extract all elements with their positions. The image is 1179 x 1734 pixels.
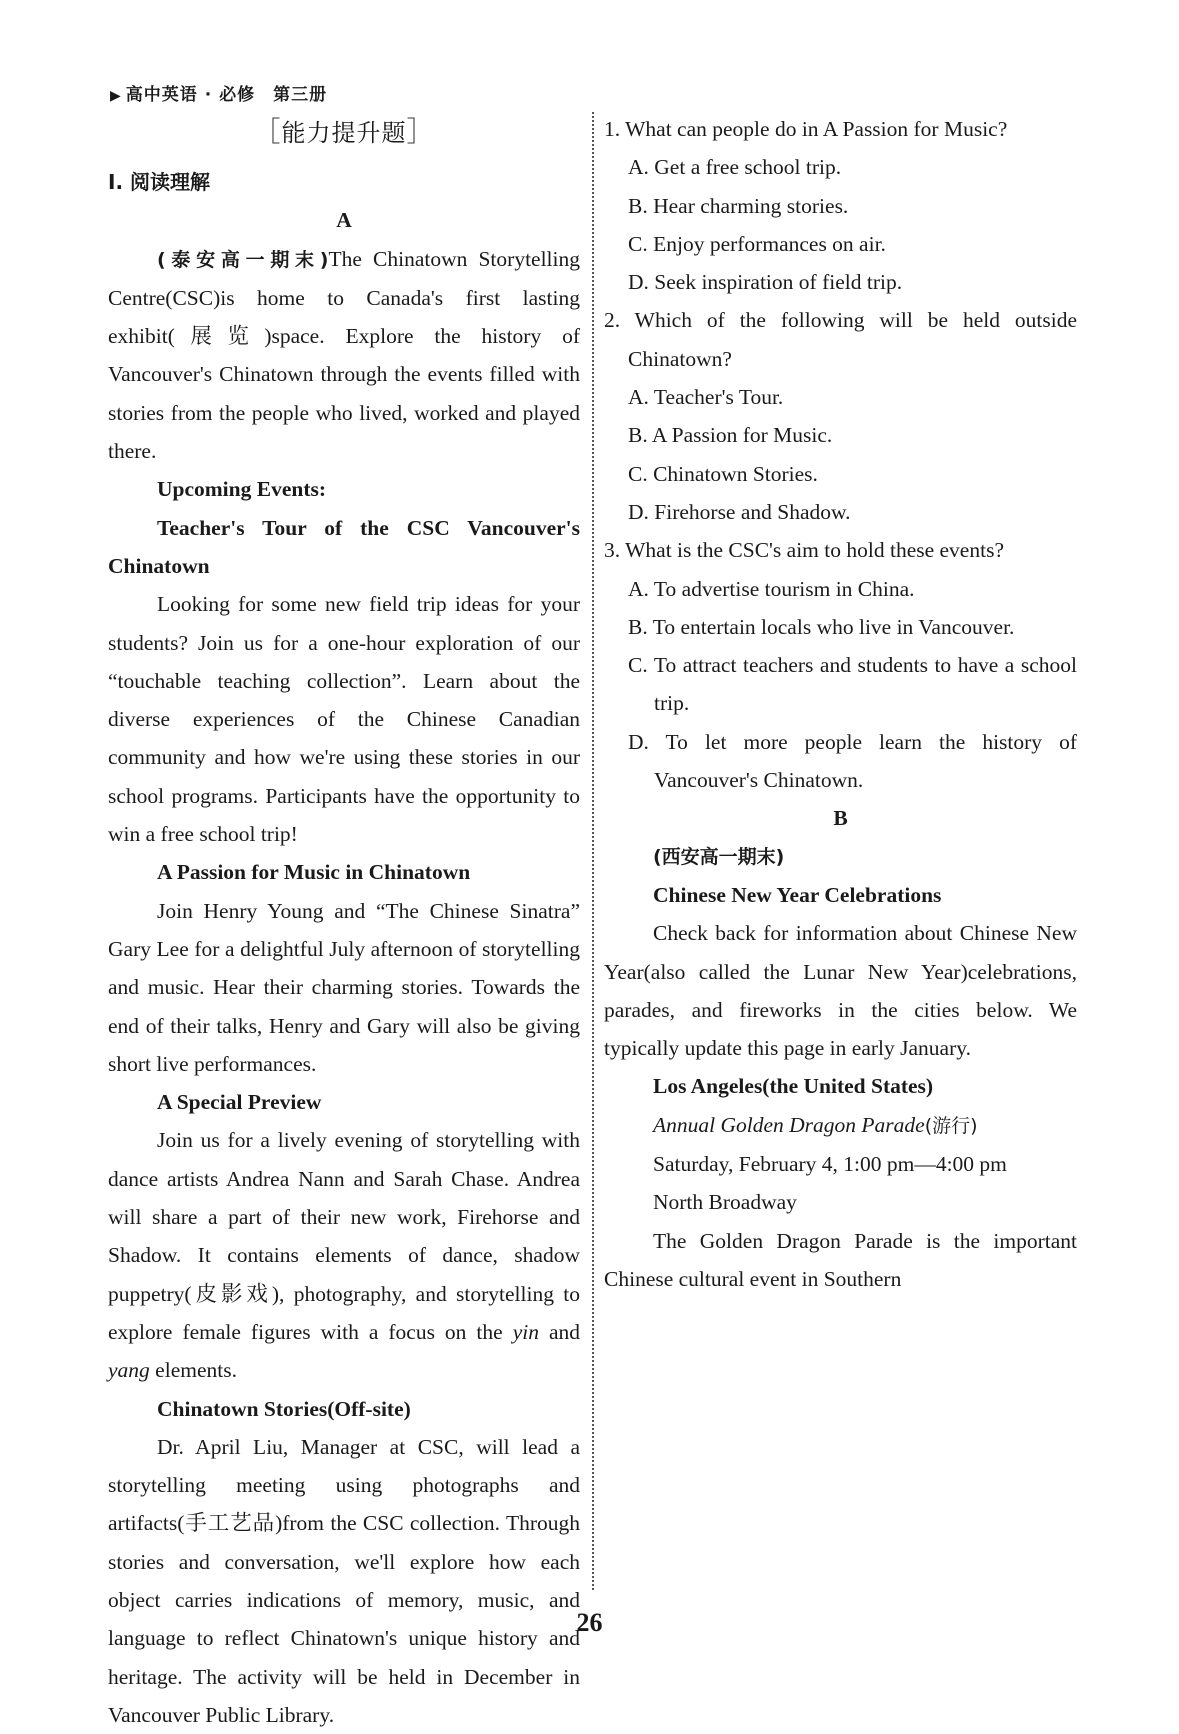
event-1-title: Teacher's Tour of the CSC Vancouver's Chinatown (108, 515, 580, 578)
question-2 (604, 301, 1077, 531)
passage-b-title: Chinese New Year Celebrations (653, 882, 942, 907)
column-divider (592, 112, 594, 1590)
passage-a-source: (泰安高一期末) (157, 248, 329, 271)
question-1 (604, 110, 1077, 301)
event-3-body (108, 1121, 580, 1389)
event-name-cn: (游行) (924, 1114, 978, 1137)
question-stem: 1. What can people do in A Passion for Music? (604, 117, 1008, 141)
passage-a-intro-text: The Chinatown Storytelling Centre(CSC)is home to Canada's first lasting exhibit(展览)space. Explore the history of Vancouver's Chinatown through the events filled with stories from the people who lived, worked and played there. (108, 246, 581, 464)
passage-b-intro: Check back for information about Chinese New Year(also called the Lunar New Year)celebrations, parades, and fireworks in the cities below. We typically update this page in early January. (604, 921, 1077, 1061)
triangle-marker-icon: ▶ (110, 88, 122, 104)
event-name-text: Annual Golden Dragon Parade (653, 1112, 925, 1137)
bracket-open: ［ (252, 115, 282, 148)
event-3-title: A Special Preview (157, 1090, 322, 1115)
section-title-text: 能力提升题 (281, 119, 407, 147)
upcoming-events-label: Upcoming Events: (157, 477, 327, 502)
option: B. Hear charming stories. (628, 193, 849, 218)
right-column (604, 110, 1077, 1298)
section-title (108, 112, 580, 153)
event-4-title: Chinatown Stories(Off-site) (157, 1396, 411, 1421)
passage-a-intro (108, 240, 580, 471)
event-2-title: A Passion for Music in Chinatown (157, 860, 471, 885)
event-name (604, 1106, 1077, 1145)
event-description: The Golden Dragon Parade is the important Chinese cultural event in Southern (604, 1228, 1077, 1291)
event-2-body: Join Henry Young and “The Chinese Sinatra” Gary Lee for a delightful July afternoon of storytelling and music. Hear their charming stories. Towards the end of their talks, Henry and Gary will also be giving short live performances. (108, 898, 580, 1076)
question-stem: 2. Which of the following will be held outside Chinatown? (604, 308, 1077, 371)
page-number: 26 (576, 1608, 603, 1637)
part-heading: Ⅰ. 阅读理解 (108, 170, 211, 194)
option: C. To attract teachers and students to have a school trip. (628, 653, 1077, 716)
passage-b-source: (西安高一期末) (653, 845, 785, 868)
option: D. To let more people learn the history of Vancouver's Chinatown. (628, 729, 1077, 793)
option: B. A Passion for Music. (628, 423, 833, 448)
option: A. Get a free school trip. (628, 155, 842, 180)
event-time: Saturday, February 4, 1:00 pm—4:00 pm (653, 1152, 1007, 1177)
option: C. Chinatown Stories. (628, 461, 818, 486)
city-heading: Los Angeles(the United States) (653, 1074, 934, 1099)
running-header (110, 80, 327, 105)
event-4-body: Dr. April Liu, Manager at CSC, will lead a storytelling meeting using photographs and artifacts(手工艺品)from the CSC collection. Through stories and conversation, we'll explore how each object carries indications of memory, music, and language to reflect Chinatown's unique history and heritage. The activity will be held in December in Vancouver Public Library. (108, 1434, 580, 1727)
book-title: 高中英语 · 必修 第三册 (125, 85, 328, 105)
option: A. Teacher's Tour. (628, 385, 784, 410)
and-word: and (538, 1319, 581, 1344)
option: D. Seek inspiration of field trip. (628, 270, 903, 295)
passage-a-letter: A (336, 208, 352, 233)
event-3-text-2: elements. (149, 1358, 237, 1383)
bracket-close: ］ (406, 115, 436, 148)
option: B. To entertain locals who live in Vancouver. (628, 614, 1015, 639)
question-stem: 3. What is the CSC's aim to hold these events? (604, 538, 1004, 563)
event-1-body: Looking for some new field trip ideas for your students? Join us for a one-hour exploration of our “touchable teaching collection”. Learn about the diverse experiences of the Chinese Canadian community and how we're using these stories in our school programs. Participants have the opportunity to win a free school trip! (108, 592, 580, 847)
option: A. To advertise tourism in China. (628, 576, 915, 601)
left-column (108, 112, 580, 1734)
yin-word: yin (512, 1319, 539, 1344)
yang-word: yang (108, 1358, 150, 1383)
question-3 (604, 531, 1077, 799)
event-3-text-1: Join us for a lively evening of storytelling with dance artists Andrea Nann and Sarah Chase. Andrea will share a part of their new work, Firehorse and Shadow. It contains elements of dance, shadow puppetry(皮影戏), photography, and storytelling to explore female figures with a focus on the (108, 1128, 580, 1344)
passage-b-letter: B (833, 806, 848, 831)
option: C. Enjoy performances on air. (628, 231, 886, 256)
option: D. Firehorse and Shadow. (628, 499, 851, 524)
event-place: North Broadway (653, 1190, 797, 1215)
